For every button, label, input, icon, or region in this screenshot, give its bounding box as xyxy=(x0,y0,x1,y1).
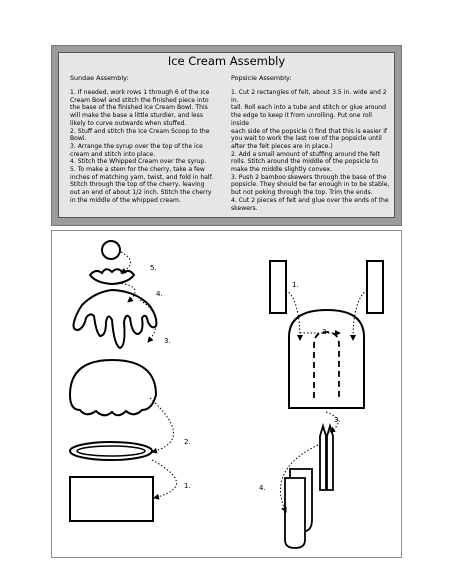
sundae-step-label-2: 2. xyxy=(184,438,191,446)
felt-end-pieces xyxy=(285,469,312,548)
popsicle-step-label-1: 1. xyxy=(292,281,299,289)
sundae-step-label-5: 5. xyxy=(150,264,157,272)
felt-roll-left xyxy=(270,261,286,313)
bowl-base-shape xyxy=(70,477,153,521)
syrup-shape xyxy=(74,290,157,348)
popsicle-step-label-4: 4. xyxy=(259,484,266,492)
sundae-step-5-arrow xyxy=(121,252,131,273)
cherry-shape xyxy=(102,241,120,259)
sundae-step-label-3: 3. xyxy=(164,337,171,345)
popsicle-step-label-3: 3. xyxy=(334,416,341,424)
sundae-step-label-1: 1. xyxy=(184,482,191,490)
sundae-step-labels xyxy=(150,264,191,490)
popsicle-step-label-2: 2 xyxy=(322,328,327,336)
popsicle-heading: Popsicle Assembly: xyxy=(231,74,292,82)
sundae-step-label-4: 4. xyxy=(156,290,163,298)
felt-roll-right xyxy=(367,261,383,313)
ice-cream-scoop-shape xyxy=(70,360,156,415)
bowl-rim-shape xyxy=(70,442,152,460)
bamboo-skewers xyxy=(320,426,333,490)
popsicle-body-shape xyxy=(289,310,364,408)
page-title: Ice Cream Assembly xyxy=(167,54,286,68)
sundae-heading: Sundae Assembly: xyxy=(70,74,129,82)
popsicle-instructions: 1. Cut 2 rectangles of felt, about 3.5 in. wide and 2 in. tall. Roll each into a tube and stitch or glue around the edge to keep it from unrolling. Put one roll inside each side of the popsicle (I find that this is easier if you wait to work the last row of the popsicle until after the felt pieces are in place.) 2. Add a small amount of stuffing around the felt rolls. Stitch around the middle of the popsicle to make the middle slightly convex. 3. Push 2 bamboo skewers through the base of the popsicle. They should be far enough in to be stable, but not poking through the top. Trim the ends. 4. Cut 2 pieces of felt and glue over the ends of the skewers. xyxy=(231,89,390,212)
sundae-instructions: 1. If needed, work rows 1 through 6 of the Ice Cream Bowl and stitch the finished piece into the base of the finished Ice Cream Bowl. This will make the base a little sturdier, and less likely to curve outwards when stuffed. 2. Stuff and stitch the Ice Cream Scoop to the Bowl. 3. Arrange the syrup over the top of the ice cream and stitch into place. 4. Stitch the Whipped Cream over the syrup. 5. To make a stem for the cherry, take a few inches of matching yarn, twist, and fold in half. Stitch through the top of the cherry, leaving out an end of about 1/2 inch. Stitch the cherry in the middle of the whipped cream. xyxy=(70,89,214,204)
whipped-cream-shape xyxy=(90,269,134,284)
